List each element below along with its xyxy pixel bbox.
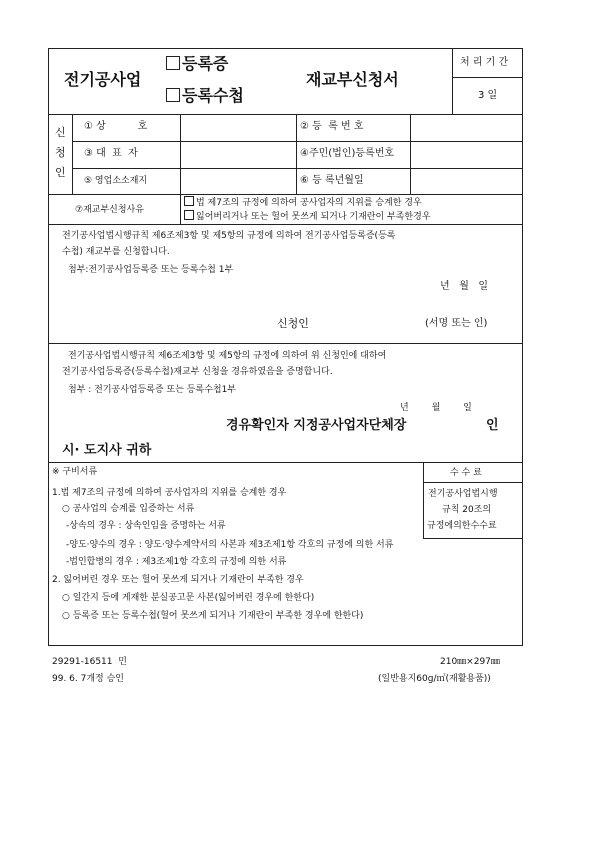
request-date: 년 월 일 bbox=[440, 281, 489, 292]
title-left: 전기공사업 bbox=[64, 70, 142, 89]
addressee: 시· 도지사 귀하 bbox=[62, 443, 152, 458]
request-attachment: 첨부:전기공사업등록증 또는 등록수첩 1부 bbox=[68, 265, 234, 275]
title-right: 재교부신청서 bbox=[306, 70, 399, 89]
confirmer-title: 경유확인자 지정공사업자단체장 bbox=[226, 418, 407, 433]
fee-line-3: 규정에의한수수료 bbox=[427, 521, 497, 531]
reason-option2-label: 잃어버리거나 또는 헐어 못쓰게 되거나 기재란이 부족한경우 bbox=[196, 212, 431, 222]
applicant-mid-divider bbox=[296, 114, 297, 194]
request-line-2: 수첩) 재교부를 신청합니다. bbox=[62, 247, 170, 257]
processing-box-left bbox=[452, 48, 453, 114]
checkbox-icon[interactable] bbox=[184, 196, 194, 206]
outer-border-right bbox=[522, 48, 523, 646]
field-input-reg-number[interactable] bbox=[412, 116, 520, 140]
documents-item-7: ○ 일간지 등에 게재한 분실공고문 사본(잃어버린 경우에 한한다) bbox=[62, 593, 315, 603]
footer-paper-type: (일반용지60g/㎡(재활용품)) bbox=[378, 674, 491, 684]
outer-border-left bbox=[48, 48, 49, 646]
request-bottom bbox=[48, 343, 523, 344]
field-input-registration-date[interactable] bbox=[412, 170, 520, 193]
field-input-trade-name[interactable] bbox=[182, 116, 294, 140]
option1-label: 등록증 bbox=[182, 54, 229, 73]
documents-item-6: 2. 잃어버린 경우 또는 헐어 못쓰게 되거나 기재란이 부족한 경우 bbox=[52, 575, 304, 585]
field-input-office-address[interactable] bbox=[182, 170, 294, 193]
field-input-representative[interactable] bbox=[182, 143, 294, 167]
reason-option-lost[interactable] bbox=[184, 210, 431, 223]
field-label-resident-number: ④주민(법인)등록번호 bbox=[300, 148, 395, 159]
documents-item-4: -양도·양수의 경우 : 양도·양수계약서의 사본과 제3조제1항 각호의 규정에 의한 서류 bbox=[66, 540, 394, 550]
footer-form-code: 29291-16511 민 bbox=[52, 657, 127, 667]
applicant-label2-divider bbox=[410, 114, 411, 194]
fee-box-bottom bbox=[423, 538, 523, 539]
checkbox-icon[interactable] bbox=[184, 210, 194, 220]
request-line-1: 전기공사업법시행규칙 제6조제3항 및 제5항의 규정에 의하여 전기공사업등록증(등록 bbox=[62, 231, 396, 241]
applicant-label1-divider bbox=[180, 114, 181, 194]
applicant-side-label-3: 인 bbox=[55, 166, 66, 179]
confirm-line-1: 전기공사업법시행규칙 제6조제3항 및 제5항의 규정에 의하여 위 신청인에 대하여 bbox=[68, 351, 387, 361]
checkbox-icon[interactable] bbox=[166, 88, 180, 102]
applicant-row2-bottom bbox=[72, 168, 523, 169]
reason-option-succession[interactable] bbox=[184, 196, 422, 209]
applicant-row1-bottom bbox=[72, 141, 523, 142]
documents-item-5: -법인합병의 경우 : 제3조제1항 각호의 규정에 의한 서류 bbox=[66, 557, 287, 567]
option2-label: 등록수첩 bbox=[182, 86, 244, 105]
applicant-bottom bbox=[48, 194, 523, 195]
field-label-office-address: ⑤ 영업소소재지 bbox=[84, 176, 148, 186]
confirmer-seal[interactable]: 인 bbox=[486, 418, 499, 433]
header-bottom bbox=[48, 114, 523, 115]
reason-bottom bbox=[48, 224, 523, 225]
fee-box-left bbox=[423, 462, 424, 538]
confirm-line-2: 전기공사업등록증(등록수첩)재교부 신청을 경유하였음을 증명합니다. bbox=[62, 367, 333, 377]
footer-paper-size: 210㎜×297㎜ bbox=[440, 657, 500, 667]
documents-top bbox=[48, 462, 523, 463]
reason-divider bbox=[180, 194, 181, 224]
option-registration-certificate[interactable] bbox=[166, 54, 228, 74]
request-applicant-label: 신청인 bbox=[277, 317, 309, 330]
fee-label: 수 수 료 bbox=[450, 468, 482, 478]
reason-label: ⑦재교부신청사유 bbox=[75, 205, 144, 215]
field-label-registration-date: ⑥ 등 록년월일 bbox=[300, 175, 364, 186]
processing-box-mid bbox=[452, 77, 523, 78]
applicant-side-label-1: 신 bbox=[55, 126, 66, 139]
checkbox-icon[interactable] bbox=[166, 56, 180, 70]
option-registration-book[interactable] bbox=[166, 86, 244, 106]
documents-item-3: -상속의 경우 : 상속인임을 증명하는 서류 bbox=[66, 521, 226, 531]
outer-border-bottom bbox=[48, 645, 523, 646]
documents-item-8: ○ 등록증 또는 등록수첩(헐어 못쓰게 되거나 기재란이 부족한 경우에 한한다) bbox=[62, 611, 364, 621]
documents-item-1: 1.법 제7조의 규정에 의하여 공사업자의 지위를 승계한 경우 bbox=[52, 488, 287, 498]
applicant-side-label-2: 청 bbox=[55, 146, 66, 159]
field-input-resident-number[interactable] bbox=[412, 143, 520, 167]
footer-revision: 99. 6. 7개정 승인 bbox=[52, 674, 124, 684]
confirm-attachment: 첨부 : 전기공사업등록증 또는 등록수첩1부 bbox=[68, 385, 237, 395]
processing-period-label: 처 리 기 간 bbox=[460, 57, 509, 68]
field-label-trade-name: ① 상 호 bbox=[84, 121, 148, 132]
field-label-representative: ③ 대 표 자 bbox=[84, 148, 138, 159]
processing-period-value: 3 일 bbox=[478, 90, 498, 101]
reason-option1-label: 법 제7조의 규정에 의하여 공사업자의 지위를 승계한 경우 bbox=[196, 198, 422, 208]
applicant-side-divider bbox=[72, 114, 73, 194]
documents-item-2: ○ 공사업의 승계를 입증하는 서류 bbox=[62, 504, 195, 514]
documents-title: ※ 구비서류 bbox=[52, 467, 98, 477]
fee-box-mid bbox=[423, 482, 523, 483]
confirm-date: 년 월 일 bbox=[400, 403, 472, 413]
request-signature[interactable]: (서명 또는 인) bbox=[425, 318, 488, 329]
field-label-reg-number: ② 등 록 번 호 bbox=[300, 121, 364, 132]
fee-line-2: 규칙 20조의 bbox=[442, 505, 492, 515]
fee-line-1: 전기공사업법시행 bbox=[428, 489, 498, 499]
